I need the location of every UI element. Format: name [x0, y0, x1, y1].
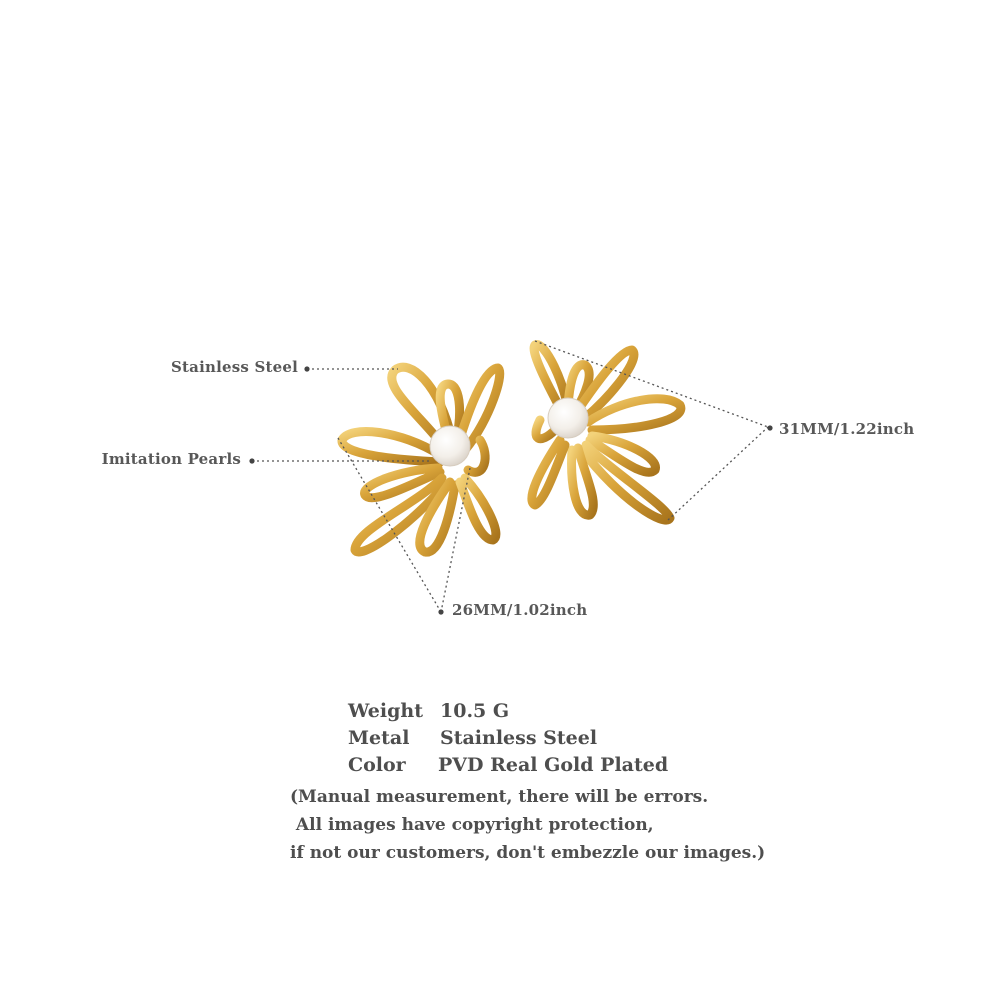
callout-lines [252, 341, 768, 612]
left-pearl [430, 426, 470, 466]
spec-label: Color [348, 754, 406, 776]
spec-label: Weight [348, 700, 423, 722]
width-callout: 26MM/1.02inch [452, 601, 588, 619]
spec-value: Stainless Steel [440, 727, 598, 749]
height-line-bottom [668, 427, 768, 520]
pearls-callout: Imitation Pearls [101, 450, 241, 468]
petal [532, 440, 565, 505]
material-callout: Stainless Steel [171, 358, 298, 376]
right-earring [532, 345, 681, 520]
spec-value: PVD Real Gold Plated [438, 754, 669, 776]
disclaimer-line: if not our customers, don't embezzle our images.) [290, 843, 766, 863]
petal [342, 432, 440, 462]
right-pearl [548, 398, 588, 438]
height-callout: 31MM/1.22inch [779, 420, 915, 438]
spec-value: 10.5 G [440, 700, 510, 722]
spec-label: Metal [348, 727, 410, 749]
disclaimer-line: All images have copyright protection, [290, 815, 654, 835]
disclaimer-line: (Manual measurement, there will be errors. [290, 787, 709, 807]
callout-dots [249, 366, 772, 614]
left-earring [342, 367, 500, 552]
petal [460, 478, 496, 540]
